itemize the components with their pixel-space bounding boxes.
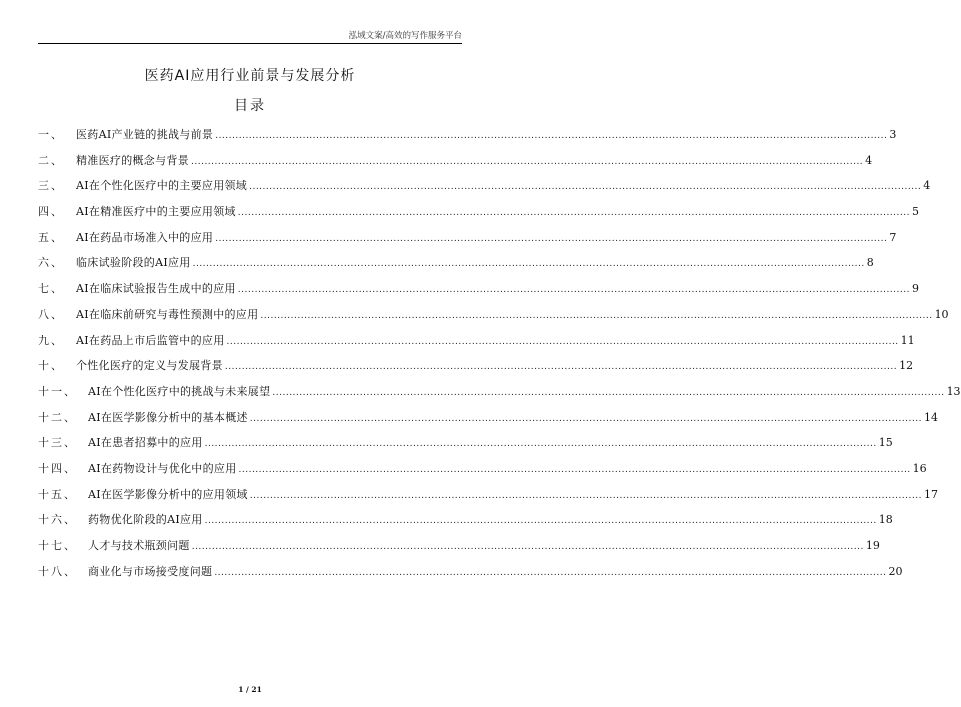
toc-entry-page: 3	[889, 128, 897, 141]
toc-entry-number: 七、	[38, 282, 64, 296]
toc-entry-page: 17	[923, 487, 938, 501]
toc-entry-title: AI在精准医疗中的主要应用领域	[76, 205, 236, 219]
page-indicator: 1 / 21	[238, 685, 262, 694]
toc-leader-dots: ........................................................................................................................................................................................................	[192, 259, 865, 270]
toc-entry-number: 二、	[38, 153, 64, 167]
toc-entry[interactable]	[38, 177, 931, 203]
toc-entry-page: 19	[865, 539, 880, 552]
toc-entry-page: 7	[889, 230, 897, 244]
toc-entry-page: 9	[911, 282, 919, 296]
toc-entry-page: 8	[866, 256, 874, 270]
toc-entry-page: 4	[865, 153, 873, 167]
toc-entry-number: 十三、	[38, 436, 77, 450]
toc-entry-title: 精准医疗的概念与背景	[76, 153, 189, 167]
toc-entry[interactable]	[38, 486, 938, 512]
toc-entry-number: 十四、	[38, 461, 77, 475]
toc-entry[interactable]	[38, 126, 897, 152]
toc-entry-title: AI在患者招募中的应用	[88, 436, 203, 450]
document-title: 医药AI应用行业前景与发展分析	[144, 68, 356, 84]
toc-leader-dots: ........................................................................................................................................................................................................	[215, 233, 888, 244]
toc-entry-number: 九、	[38, 333, 64, 347]
toc-entry[interactable]	[38, 511, 893, 537]
toc-entry[interactable]	[38, 537, 880, 563]
toc-leader-dots: ........................................................................................................................................................................................................	[238, 464, 911, 475]
toc-entry-page: 14	[923, 410, 938, 424]
toc-entry-number: 三、	[38, 179, 64, 193]
toc-entry-number: 十八、	[38, 564, 77, 578]
toc-entry-number: 十六、	[38, 513, 77, 527]
toc-entry-number: 十一、	[38, 384, 77, 398]
toc-entry-page: 16	[912, 461, 927, 475]
toc-entry[interactable]	[38, 434, 893, 460]
toc-leader-dots: ........................................................................................................................................................................................................	[260, 310, 933, 321]
toc-entry-page: 20	[888, 564, 903, 578]
toc-entry[interactable]	[38, 357, 914, 383]
toc-leader-dots: ........................................................................................................................................................................................................	[272, 387, 945, 398]
toc-leader-dots: ........................................................................................................................................................................................................	[249, 490, 922, 501]
toc-entry-title: AI在临床前研究与毒性预测中的应用	[76, 307, 259, 321]
toc-entry-number: 十二、	[38, 410, 77, 424]
toc-leader-dots: ........................................................................................................................................................................................................	[249, 182, 922, 193]
toc-entry-number: 五、	[38, 230, 64, 244]
toc-leader-dots: ........................................................................................................................................................................................................	[237, 208, 910, 219]
toc-entry-page: 10	[934, 307, 949, 321]
toc-entry-title: AI在药品市场准入中的应用	[76, 230, 214, 244]
toc-entry-number: 八、	[38, 307, 64, 321]
toc-entry-page: 4	[923, 179, 931, 193]
toc-entry-title: 医药AI产业链的挑战与前景	[76, 128, 214, 141]
toc-entry-title: AI在医学影像分析中的基本概述	[88, 410, 248, 424]
header-divider	[38, 43, 462, 44]
toc-entry-title: AI在药物设计与优化中的应用	[88, 461, 237, 475]
toc-entry[interactable]	[38, 254, 874, 280]
toc-entry-title: 商业化与市场接受度问题	[88, 564, 213, 578]
toc-entry[interactable]	[38, 460, 927, 486]
toc-entry[interactable]	[38, 563, 903, 589]
toc-leader-dots: ........................................................................................................................................................................................................	[224, 362, 898, 373]
toc-leader-dots: ........................................................................................................................................................................................................	[214, 567, 887, 578]
toc-leader-dots: ........................................................................................................................................................................................................	[191, 542, 864, 552]
toc-entry-page: 5	[911, 205, 919, 219]
toc-leader-dots: ........................................................................................................................................................................................................	[204, 516, 877, 527]
toc-entry-title: AI在医学影像分析中的应用领域	[88, 487, 248, 501]
toc-leader-dots: ........................................................................................................................................................................................................	[249, 413, 922, 424]
toc-leader-dots: ........................................................................................................................................................................................................	[237, 285, 910, 296]
toc-entry-number: 十五、	[38, 487, 77, 501]
toc-entry[interactable]	[38, 152, 873, 178]
toc-entry-number: 一、	[38, 128, 64, 141]
toc-entry-page: 18	[878, 513, 893, 527]
toc-entry-number: 六、	[38, 256, 64, 270]
toc-entry-page: 12	[899, 359, 914, 373]
toc-entry-page: 13	[946, 384, 961, 398]
toc-entry[interactable]	[38, 280, 919, 306]
table-of-contents	[38, 126, 961, 588]
toc-entry-page: 15	[878, 436, 893, 450]
header-brand-text: 泓域文案/高效的写作服务平台	[348, 31, 462, 41]
toc-entry[interactable]	[38, 203, 919, 229]
toc-entry-title: AI在个性化医疗中的挑战与未来展望	[88, 384, 271, 398]
toc-leader-dots: ........................................................................................................................................................................................................	[226, 336, 899, 347]
toc-entry[interactable]	[38, 332, 915, 358]
toc-entry-title: 个性化医疗的定义与发展背景	[76, 359, 223, 373]
toc-entry[interactable]	[38, 409, 938, 435]
toc-entry-title: AI在临床试验报告生成中的应用	[76, 282, 236, 296]
toc-leader-dots: ........................................................................................................................................................................................................	[191, 156, 864, 167]
toc-entry-page: 11	[900, 333, 915, 347]
toc-entry-title: AI在个性化医疗中的主要应用领域	[76, 179, 248, 193]
toc-entry[interactable]	[38, 306, 949, 332]
toc-entry-title: 人才与技术瓶颈问题	[88, 539, 190, 552]
toc-leader-dots: ........................................................................................................................................................................................................	[215, 131, 888, 141]
toc-leader-dots: ........................................................................................................................................................................................................	[204, 439, 877, 450]
toc-entry-title: 药物优化阶段的AI应用	[88, 513, 203, 527]
toc-entry-number: 十、	[38, 359, 64, 373]
toc-heading: 目录	[234, 98, 266, 114]
toc-entry-title: AI在药品上市后监管中的应用	[76, 333, 225, 347]
toc-entry[interactable]	[38, 383, 961, 409]
toc-entry-number: 十七、	[38, 539, 77, 552]
toc-entry-title: 临床试验阶段的AI应用	[76, 256, 191, 270]
toc-entry[interactable]	[38, 229, 897, 255]
toc-entry-number: 四、	[38, 205, 64, 219]
